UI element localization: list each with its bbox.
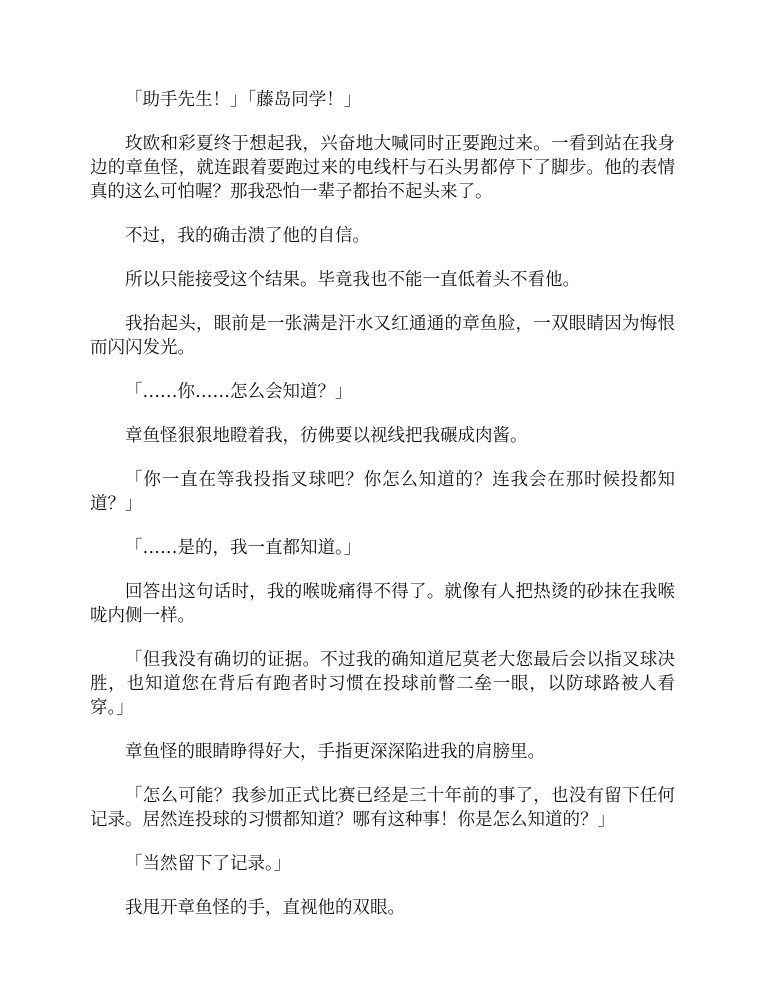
paragraph-13: 「怎么可能？我参加正式比赛已经是三十年前的事了，也没有留下任何记录。居然连投球的习惯都知道？哪有这种事！你是怎么知道的？」: [90, 786, 675, 830]
document-page: [90, 88, 675, 940]
paragraph-3: 不过，我的确击溃了他的自信。: [125, 226, 370, 246]
paragraph-7: 章鱼怪狠狠地瞪着我，彷佛要以视线把我碾成肉酱。: [125, 426, 528, 446]
paragraph-2: 玫欧和彩夏终于想起我，兴奋地大喊同时正要跑过来。一看到站在我身边的章鱼怪，就连跟着要跑过来的电线杆与石头男都停下了脚步。他的表情真的这么可怕喔？那我恐怕一辈子都抬不起头来了。: [90, 134, 675, 202]
paragraph-8: 「你一直在等我投指叉球吧？你怎么知道的？连我会在那时候投都知道？」: [90, 470, 675, 514]
paragraph-14: 「当然留下了记录。」: [125, 854, 292, 874]
paragraph-4: 所以只能接受这个结果。毕竟我也不能一直低着头不看他。: [125, 270, 580, 290]
paragraph-6: 「……你……怎么会知道？」: [125, 382, 353, 402]
paragraph-11: 「但我没有确切的证据。不过我的确知道尼莫老大您最后会以指叉球决胜，也知道您在背后有跑者时习惯在投球前瞥二垒一眼，以防球路被人看穿。」: [90, 650, 675, 718]
paragraph-12: 章鱼怪的眼睛睁得好大，手指更深深陷进我的肩膀里。: [125, 742, 545, 762]
paragraph-5: 我抬起头，眼前是一张满是汗水又红通通的章鱼脸，一双眼睛因为悔恨而闪闪发光。: [90, 314, 675, 358]
paragraph-9: 「……是的，我一直都知道。」: [125, 538, 362, 558]
paragraph-10: 回答出这句话时，我的喉咙痛得不得了。就像有人把热烫的砂抹在我喉咙内侧一样。: [90, 582, 675, 626]
paragraph-1: 「助手先生！」「藤岛同学！」: [125, 90, 362, 110]
paragraph-15: 我甩开章鱼怪的手，直视他的双眼。: [125, 898, 405, 918]
